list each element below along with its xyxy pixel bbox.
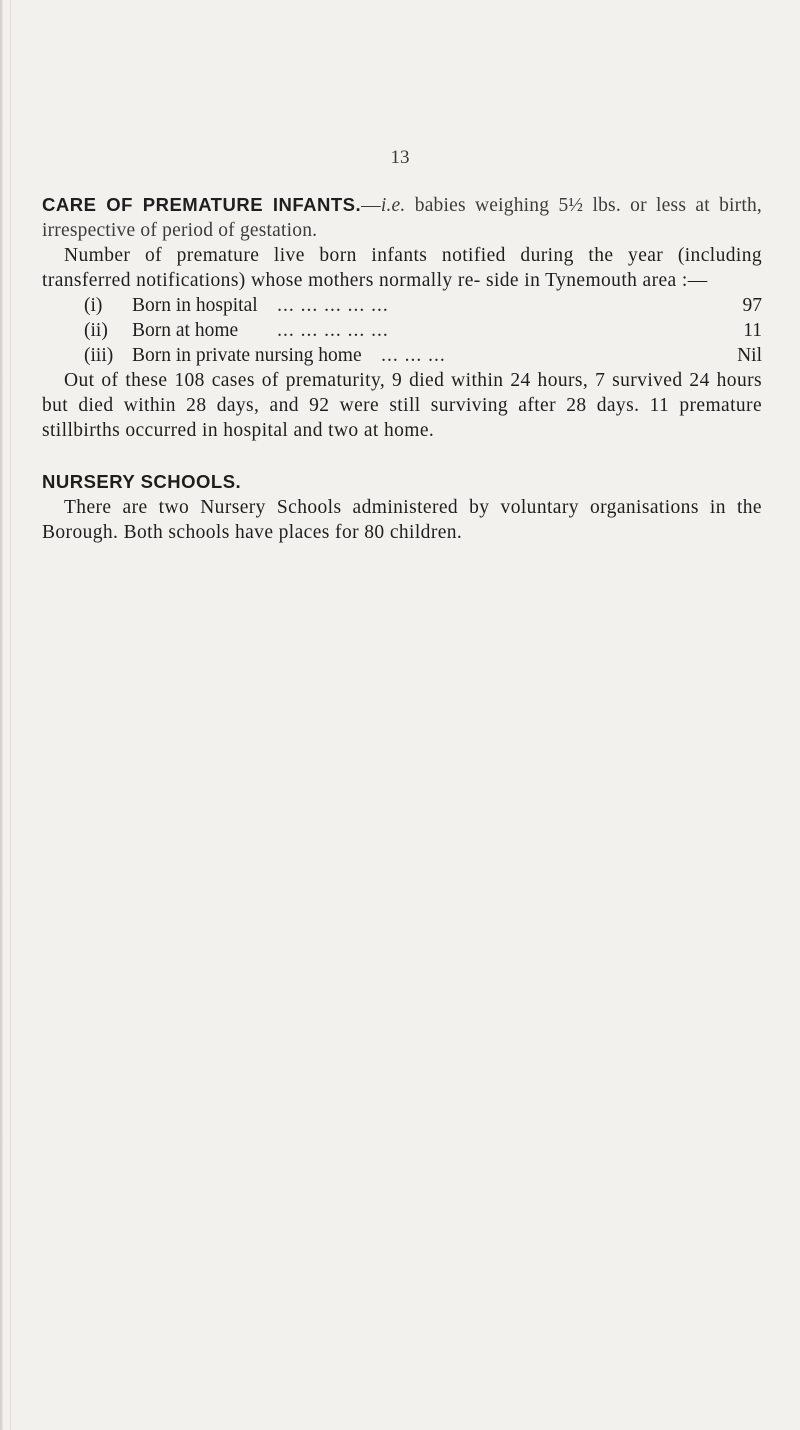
- birth-location-list: [42, 293, 762, 368]
- premature-count-text: Number of premature live born infants notified during the year (including transferred notifications) whose mothers normally re- side in Tynemouth area :—: [42, 245, 762, 291]
- nursery-text: There are two Nursery Schools administered by voluntary organisations in the Borough. Both schools have places for 80 children.: [42, 497, 762, 543]
- premature-heading: CARE OF PREMATURE INFANTS.: [42, 194, 362, 215]
- premature-count-paragraph: [42, 243, 762, 293]
- list-label: Born at home ... ... ... ... ...: [132, 320, 389, 341]
- list-value: 97: [742, 295, 762, 316]
- list-value: 11: [743, 320, 762, 341]
- premature-outcome-text: Out of these 108 cases of prematurity, 9 died within 24 hours, 7 survived 24 hours but died within 28 days, and 92 were still surviving after 28 days. 11 premature stillbirths occurred in hospital and two at home.: [42, 370, 762, 441]
- list-marker: (i): [84, 295, 103, 316]
- list-item: [42, 343, 762, 368]
- leader-dots: ... ... ...: [381, 345, 446, 366]
- nursery-heading: NURSERY SCHOOLS.: [42, 471, 242, 492]
- list-value: Nil: [737, 345, 762, 366]
- premature-intro-paragraph: [42, 192, 762, 243]
- nursery-section: [42, 469, 762, 545]
- page-edge-line: [10, 0, 11, 1430]
- list-item: [42, 318, 762, 343]
- definition-ie: i.e.: [380, 195, 406, 216]
- list-label: Born in hospital ... ... ... ... ...: [132, 295, 389, 316]
- page-number: 13: [390, 147, 410, 168]
- definition-text: babies weighing 5½ lbs. or less at birth, irrespective of period of gestation.: [42, 195, 762, 241]
- document-body: [42, 192, 762, 545]
- leader-dots: ... ... ... ... ...: [277, 295, 389, 316]
- list-marker: (iii): [84, 345, 114, 366]
- definition-dash: —: [361, 195, 381, 216]
- list-item: [42, 293, 762, 318]
- page-edge-shadow: [0, 0, 3, 1430]
- leader-dots: ... ... ... ... ...: [277, 320, 389, 341]
- list-marker: (ii): [84, 320, 108, 341]
- nursery-heading-line: [42, 469, 762, 495]
- premature-outcome-paragraph: [42, 368, 762, 443]
- nursery-paragraph: [42, 495, 762, 545]
- list-label: Born in private nursing home ... ... ...: [132, 345, 446, 366]
